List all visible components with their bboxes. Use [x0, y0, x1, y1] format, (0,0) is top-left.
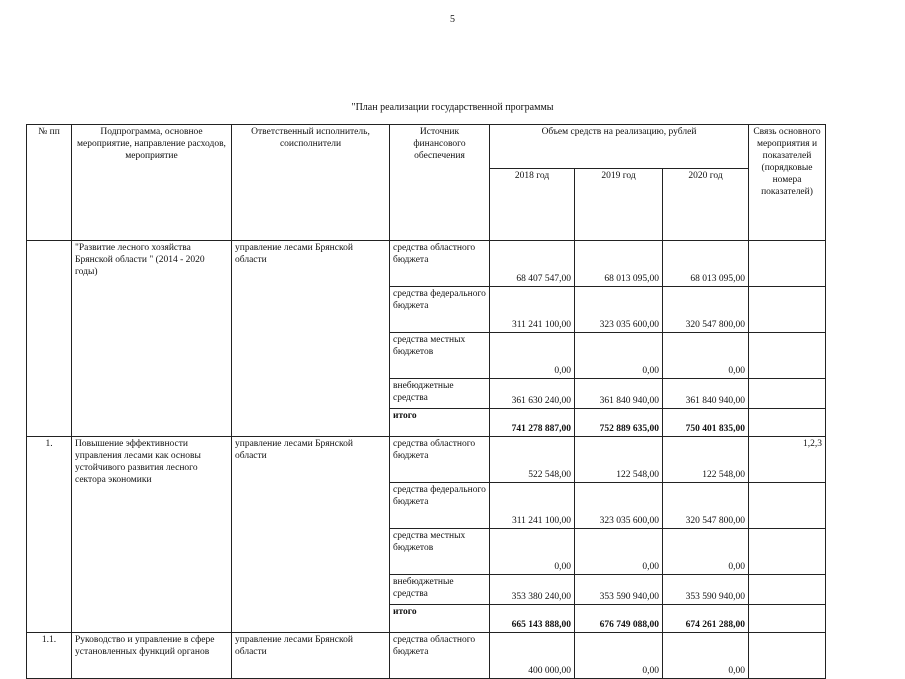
cell-amount-2018: 361 630 240,00: [490, 379, 575, 409]
cell-amount-2020: 122 548,00: [663, 437, 749, 483]
table-body: [27, 241, 826, 679]
cell-source: средства федерального бюджета: [390, 483, 490, 529]
cell-no: 1.: [27, 437, 72, 633]
table-row: [27, 241, 826, 287]
cell-responsible: управление лесами Брянской области: [232, 241, 390, 437]
cell-amount-2019: 0,00: [575, 333, 663, 379]
header-responsible: Ответственный исполнитель, соисполнители: [232, 125, 390, 241]
cell-amount-2019: 323 035 600,00: [575, 287, 663, 333]
cell-amount-2019: 752 889 635,00: [575, 409, 663, 437]
header-link: Связь основного мероприятия и показателей (порядковые номера показателей): [749, 125, 826, 241]
table-row: [27, 437, 826, 483]
cell-link: [749, 379, 826, 409]
cell-amount-2020: 320 547 800,00: [663, 483, 749, 529]
cell-source: средства областного бюджета: [390, 437, 490, 483]
table-row: [27, 633, 826, 679]
cell-amount-2020: 361 840 940,00: [663, 379, 749, 409]
cell-amount-2018: 311 241 100,00: [490, 483, 575, 529]
cell-link: [749, 241, 826, 287]
cell-link: [749, 575, 826, 605]
cell-amount-2018: 68 407 547,00: [490, 241, 575, 287]
cell-link: [749, 633, 826, 679]
cell-no: 1.1.: [27, 633, 72, 679]
cell-program: Повышение эффективности управления лесами как основы устойчивого развития лесного сектора экономики: [72, 437, 232, 633]
cell-link: [749, 409, 826, 437]
cell-responsible: управление лесами Брянской области: [232, 437, 390, 633]
cell-source: средства местных бюджетов: [390, 333, 490, 379]
cell-amount-2019: 676 749 088,00: [575, 605, 663, 633]
plan-table: [26, 124, 826, 679]
cell-source: итого: [390, 605, 490, 633]
page-number: 5: [450, 14, 455, 25]
header-year-2019: 2019 год: [575, 169, 663, 241]
cell-amount-2020: 750 401 835,00: [663, 409, 749, 437]
cell-amount-2019: 68 013 095,00: [575, 241, 663, 287]
cell-amount-2020: 320 547 800,00: [663, 287, 749, 333]
cell-program: "Развитие лесного хозяйства Брянской области " (2014 - 2020 годы): [72, 241, 232, 437]
cell-source: средства федерального бюджета: [390, 287, 490, 333]
cell-amount-2020: 0,00: [663, 529, 749, 575]
cell-link: [749, 605, 826, 633]
cell-link: [749, 529, 826, 575]
cell-source: итого: [390, 409, 490, 437]
cell-amount-2020: 674 261 288,00: [663, 605, 749, 633]
cell-source: внебюджетные средства: [390, 379, 490, 409]
cell-amount-2018: 311 241 100,00: [490, 287, 575, 333]
cell-source: средства областного бюджета: [390, 633, 490, 679]
cell-amount-2020: 68 013 095,00: [663, 241, 749, 287]
cell-amount-2019: 361 840 940,00: [575, 379, 663, 409]
cell-no: [27, 241, 72, 437]
cell-amount-2020: 353 590 940,00: [663, 575, 749, 605]
cell-amount-2018: 0,00: [490, 529, 575, 575]
cell-link: 1,2,3: [749, 437, 826, 483]
cell-amount-2018: 353 380 240,00: [490, 575, 575, 605]
cell-amount-2019: 353 590 940,00: [575, 575, 663, 605]
cell-amount-2020: 0,00: [663, 633, 749, 679]
cell-amount-2018: 400 000,00: [490, 633, 575, 679]
cell-amount-2019: 0,00: [575, 529, 663, 575]
cell-amount-2019: 0,00: [575, 633, 663, 679]
cell-amount-2019: 323 035 600,00: [575, 483, 663, 529]
header-year-2020: 2020 год: [663, 169, 749, 241]
cell-amount-2018: 522 548,00: [490, 437, 575, 483]
cell-amount-2020: 0,00: [663, 333, 749, 379]
cell-responsible: управление лесами Брянской области: [232, 633, 390, 679]
cell-source: средства областного бюджета: [390, 241, 490, 287]
cell-link: [749, 287, 826, 333]
cell-amount-2018: 665 143 888,00: [490, 605, 575, 633]
header-program: Подпрограмма, основное мероприятие, направление расходов, мероприятие: [72, 125, 232, 241]
document-title: "План реализации государственной программы: [351, 102, 554, 113]
table-header: [27, 125, 826, 241]
cell-amount-2018: 741 278 887,00: [490, 409, 575, 437]
cell-source: средства местных бюджетов: [390, 529, 490, 575]
cell-amount-2019: 122 548,00: [575, 437, 663, 483]
header-no: № пп: [27, 125, 72, 241]
header-amount: Объем средств на реализацию, рублей: [490, 125, 749, 169]
cell-link: [749, 483, 826, 529]
cell-program: Руководство и управление в сфере установленных функций органов: [72, 633, 232, 679]
header-year-2018: 2018 год: [490, 169, 575, 241]
cell-amount-2018: 0,00: [490, 333, 575, 379]
header-source: Источник финансового обеспечения: [390, 125, 490, 241]
cell-source: внебюджетные средства: [390, 575, 490, 605]
cell-link: [749, 333, 826, 379]
